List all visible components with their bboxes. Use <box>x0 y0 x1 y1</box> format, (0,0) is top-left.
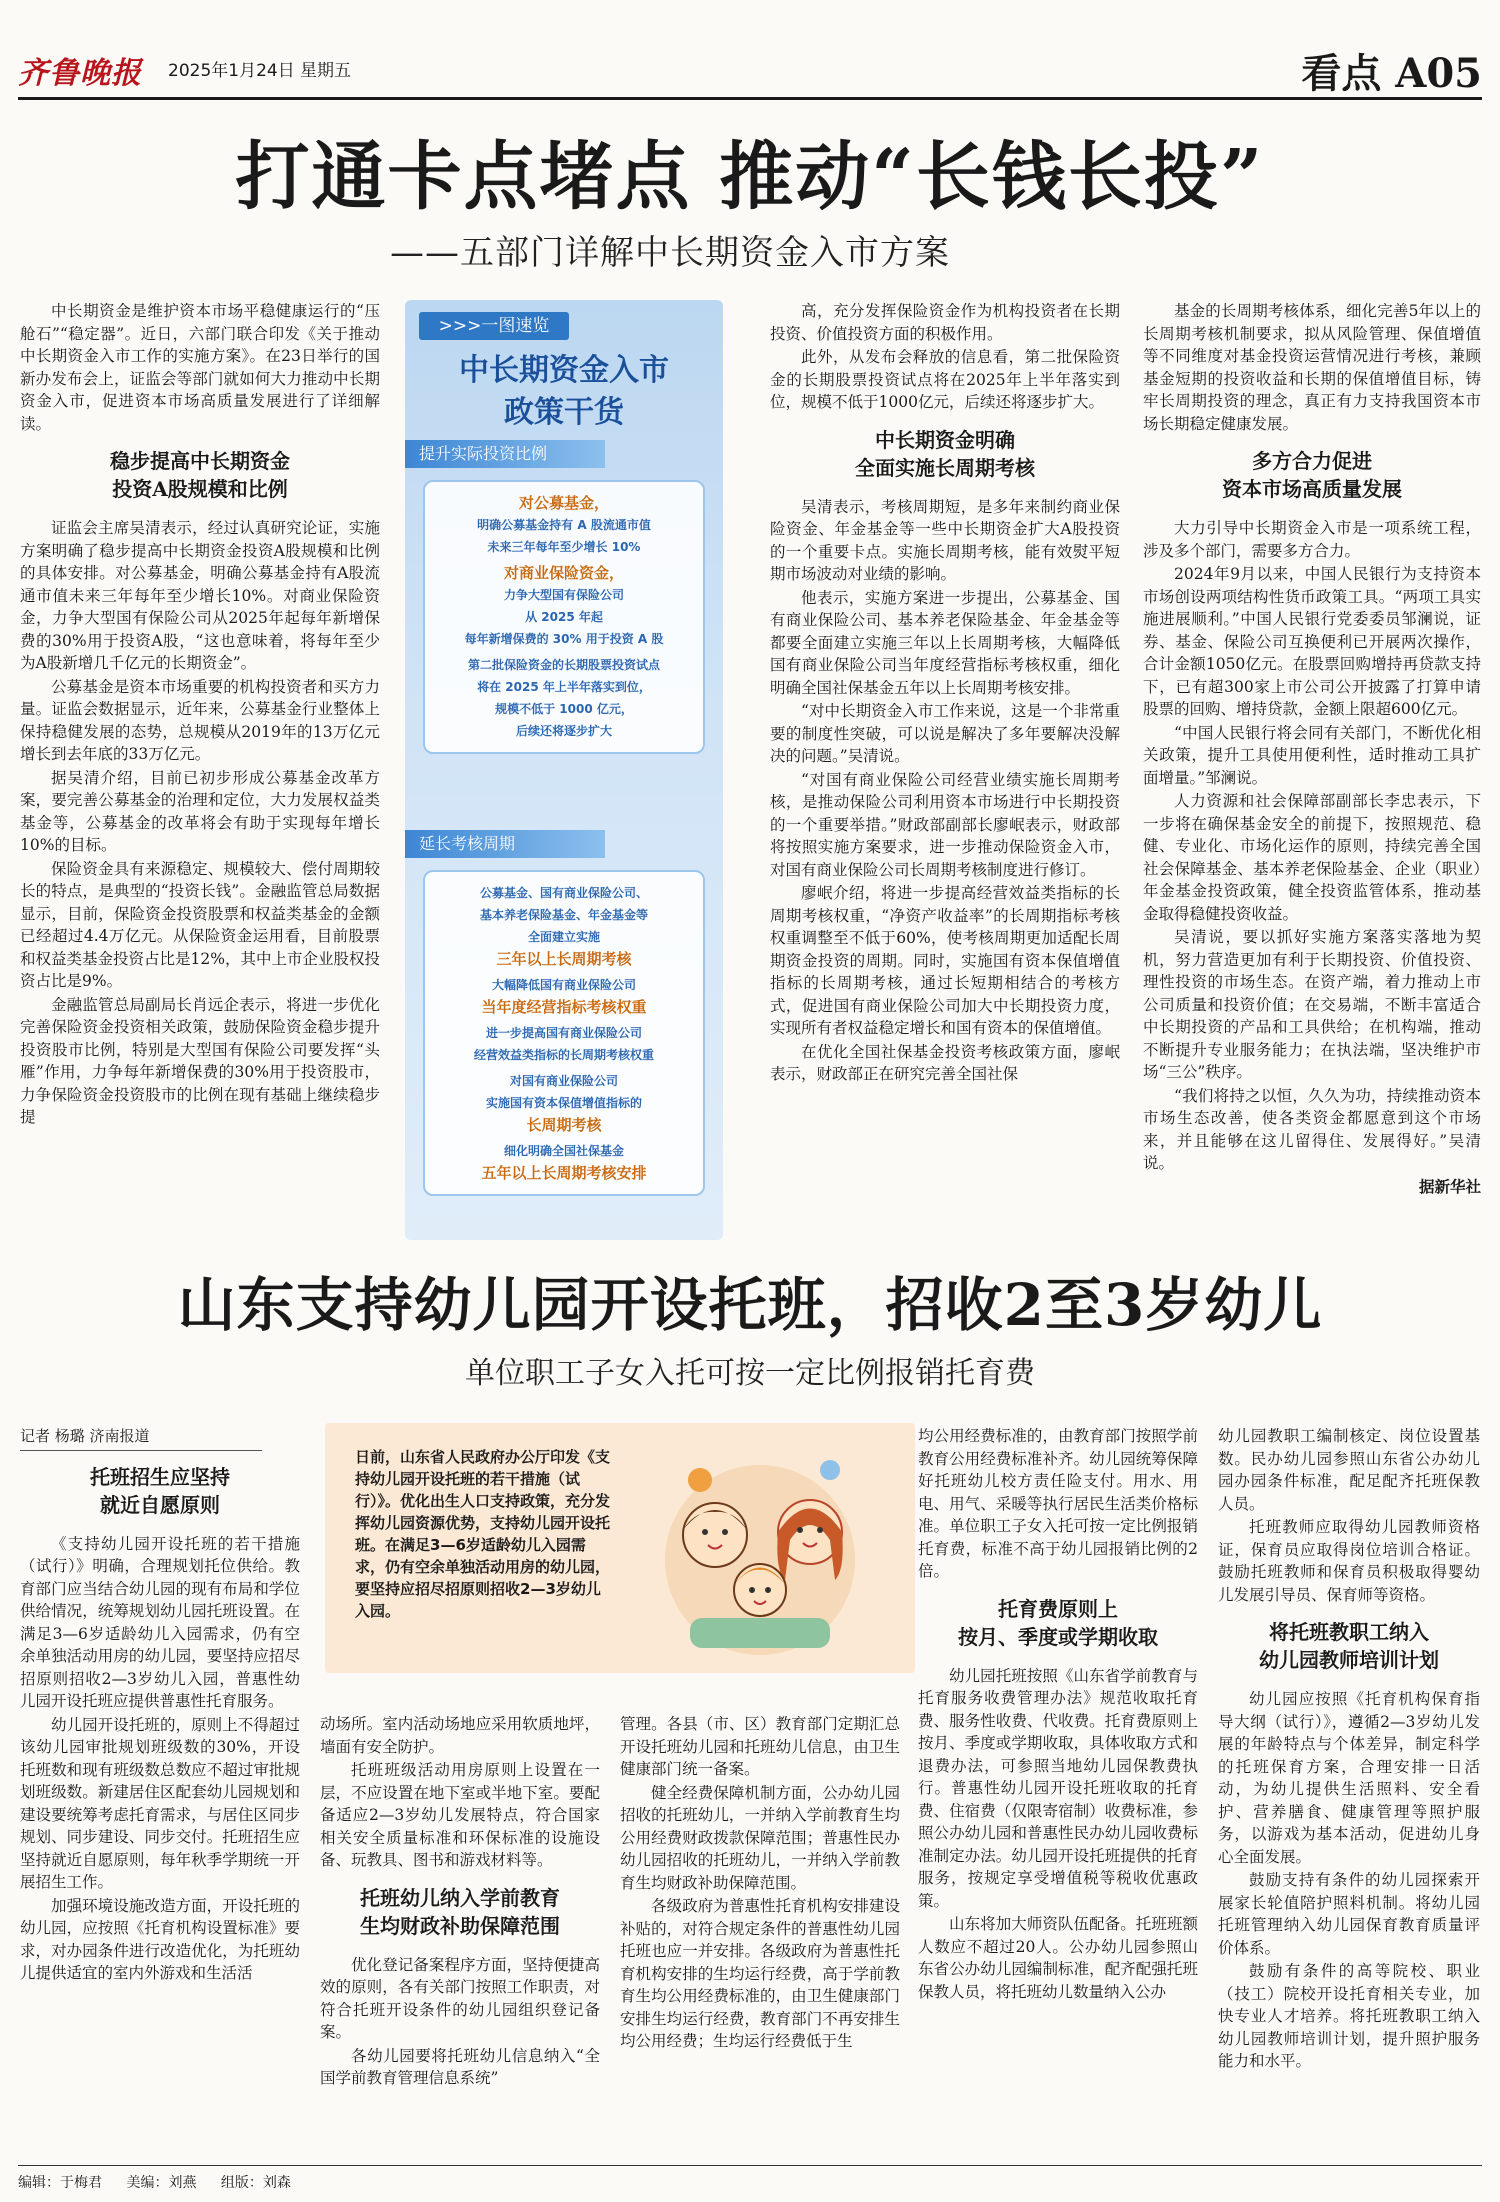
paragraph: “我们将持之以恒，久久为功，持续推动资本市场生态改善，使各类资金都愿意到这个市场来，并且能够在这儿留得住、发展得好。”吴清说。 <box>1143 1086 1481 1172</box>
infographic-line: 明确公募基金持有 A 股流通市值 <box>477 518 651 532</box>
story1-column-3 <box>770 300 1120 1087</box>
paragraph: 保险资金具有来源稳定、规模较大、偿付周期较长的特点，是典型的“投资长钱”。金融监管总局数据显示，目前，保险资金投资股票和权益类基金的金额已经超过4.4万亿元。从保险资金运用看，目前股票和权益类基金投资占比是12%，其中上市企业股权投资占比是9%。 <box>20 859 380 990</box>
infographic-line: 经营效益类指标的长周期考核权重 <box>473 1048 654 1062</box>
infographic-line: 大幅降低国有商业保险公司 <box>491 978 636 992</box>
newspaper-logo: 齐鲁晚报 <box>18 56 142 91</box>
paragraph: 2024年9月以来，中国人民银行为支持资本市场创设两项结构性货币政策工具。“两项工具实施进展顺利。”中国人民银行党委委员邹澜说，证券、基金、保险公司互换便利已开展两次操作，合计金额1050亿元。在股票回购增持再贷款支持下，已有超300家上市公司公开披露了打算申请股票的回购、增持贷款，金额上限超600亿元。 <box>1143 565 1481 718</box>
paragraph: 鼓励有条件的高等院校、职业（技工）院校开设托育相关专业，加快专业人才培养。将托班教职工纳入幼儿园教师培训计划，提升照护服务能力和水平。 <box>1218 1962 1480 2070</box>
infographic-line: 三年以上长周期考核 <box>496 950 632 968</box>
paragraph: 他表示，实施方案进一步提出，公募基金、国有商业保险公司、基本养老保险基金、年金基金等都要全面建立实施三年以上长周期考核，大幅降低国有商业保险公司当年度经营指标考核权重，细化明确全国社保基金五年以上长周期考核安排。 <box>770 588 1120 697</box>
story1-subheadline: ——五部门详解中长期资金入市方案 <box>390 233 950 273</box>
paragraph: 山东将加大师资队伍配备。托班班额人数应不超过20人。公办幼儿园参照山东省公办幼儿园编制标准，配齐配强托班保教人员，将托班幼儿数量纳入公办 <box>918 1915 1198 2001</box>
paragraph: 管理。各县（市、区）教育部门定期汇总开设托班幼儿园和托班幼儿信息，由卫生健康部门统一备案。 <box>620 1715 900 1778</box>
paragraph: 幼儿园开设托班的，原则上不得超过该幼儿园审批规划班级数的30%，开设托班数和现有班级数总数应不超过审批规划班级数。新建居住区配套幼儿园规划和建设要统筹考虑托育需求，与居住区同步规划、同步建设、同步交付。托班招生应坚持就近自愿原则，每年秋季学期统一开展招生工作。 <box>20 1715 300 1891</box>
paragraph: 鼓励支持有条件的幼儿园探索开展家长轮值陪护照料机制。将幼儿园托班管理纳入幼儿园保育教育质量评价体系。 <box>1218 1871 1480 1957</box>
infographic-line: 第二批保险资金的长期股票投资试点 <box>467 658 660 672</box>
paragraph: “中国人民银行将会同有关部门，不断优化相关政策，提升工具使用便利性，适时推动工具扩面增量。”邹澜说。 <box>1143 723 1481 787</box>
infographic-title-line: 政策干货 <box>504 395 624 430</box>
story1-headline: 打通卡点堵点 推动“长钱长投” <box>235 134 1265 220</box>
paragraph: 在优化全国社保基金投资考核政策方面，廖岷表示，财政部正在研究完善全国社保 <box>770 1042 1120 1083</box>
paragraph: 各级政府为普惠性托育机构安排建设补贴的，对符合规定条件的普惠性幼儿园托班也应一并安排。各级政府为普惠性托育机构安排的生均运行经费，高于学前教育生均公用经费标准的，由卫生健康部门安排生均运行经费，教育部门不再安排生均公用经费；生均运行经费低于生 <box>620 1897 900 2050</box>
story2-column-4 <box>918 1425 1198 2004</box>
paragraph: 加强环境设施改造方面，开设托班的幼儿园，应按照《托育机构设置标准》要求，对办园条件进行改造优化，为托班幼儿提供适宜的室内外游戏和生活活 <box>20 1896 300 1982</box>
byline: 记者 杨璐 济南报道 <box>20 1425 262 1451</box>
paragraph: 大力引导中长期资金入市是一项系统工程，涉及多个部门，需要多方合力。 <box>1143 519 1481 560</box>
story2-column-2 <box>320 1713 600 2091</box>
infographic-policy-summary <box>405 300 723 1240</box>
infographic-line: 每年新增保费的 30% 用于投资 A 股 <box>464 632 664 646</box>
infographic-title <box>405 350 723 434</box>
paragraph: 吴清表示，考核周期短，是多年来制约商业保险资金、年金基金等一些中长期资金扩大A股投资的一个重要卡点。实施长周期考核，能有效熨平短期市场波动对业绩的影响。 <box>770 497 1120 583</box>
infographic-line: 未来三年每年至少增长 10% <box>487 540 641 554</box>
section-subhead: 托班招生应坚持 就近自愿原则 <box>90 1464 230 1517</box>
masthead <box>18 40 1482 100</box>
paragraph: 基金的长周期考核体系，细化完善5年以上的长周期考核机制要求，拟从风险管理、保值增值等不同维度对基金投资运营情况进行考核，兼顾基金短期的投资收益和长期的保值增值目标，铸牢长周期投资的理念，真正有力支持我国资本市场长期稳定健康发展。 <box>1143 302 1481 433</box>
story1-column-4 <box>1143 300 1481 1198</box>
infographic-line: 规模不低于 1000 亿元， <box>495 702 633 716</box>
paragraph: 托班班级活动用房原则上设置在一层，不应设置在地下室或半地下室。要配备适应2—3岁幼儿发展特点，符合国家相关安全质量标准和环保标准的设施设备、玩教具、图书和游戏材料等。 <box>320 1761 600 1869</box>
infographic-line: 对公募基金， <box>518 494 609 512</box>
infographic-card-investment <box>423 480 705 754</box>
infographic-line: 后续还将逐步扩大 <box>515 724 612 738</box>
infographic-line: 将在 2025 年上半年落实到位， <box>477 680 651 694</box>
paragraph: 健全经费保障机制方面，公办幼儿园招收的托班幼儿，一并纳入学前教育生均公用经费财政拨款保障范围；普惠性民办幼儿园招收的托班幼儿，一并纳入学前教育生均财政补助保障范围。 <box>620 1783 900 1892</box>
infographic-band-investment: 提升实际投资比例 <box>405 440 605 468</box>
infographic-card-assessment <box>423 870 705 1196</box>
infographic-line: 基本养老保险基金、年金基金等 <box>479 908 648 922</box>
infographic-line: 公募基金、国有商业保险公司、 <box>479 886 648 900</box>
story2-column-3 <box>620 1713 900 2054</box>
paragraph: 吴清说，要以抓好实施方案落实落地为契机，努力营造更加有利于长期投资、价值投资、理性投资的市场生态。在资产端，着力推动上市公司质量和投资价值；在交易端，不断丰富适合中长期投资的产品和工具供给；在机构端，推动不断提升专业服务能力；在执法端，坚决维护市场“三公”秩序。 <box>1143 928 1481 1081</box>
paragraph: “对国有商业保险公司经营业绩实施长周期考核，是推动保险公司利用资本市场进行中长期投资的一个重要举措。”财政部副部长廖岷表示，财政部将按照实施方案要求，进一步推动保险资金入市，对国有商业保险公司长周期考核制度进行修订。 <box>770 770 1120 879</box>
paragraph: 均公用经费标准的，由教育部门按照学前教育公用经费标准补齐。幼儿园统筹保障好托班幼儿校方责任险支付。用水、用电、用气、采暖等执行居民生活类价格标准。单位职工子女入托可按一定比例报销托育费，标准不高于幼儿园报销比例的2倍。 <box>918 1427 1198 1580</box>
infographic-line: 对国有商业保险公司 <box>509 1074 618 1088</box>
paragraph: 廖岷介绍，将进一步提高经营效益类指标的长周期考核权重，“净资产收益率”的长周期指标考核权重调整至不低于60%，使考核周期更加适配长周期资金投资的周期。同时，实施国有资本保值增值指标的长周期考核，通过长短期相结合的考核方式，促进国有商业保险公司加大中长期投资力度，实现所有者权益稳定增长和国有资本的保值增值。 <box>770 884 1120 1037</box>
section-subhead: 托育费原则上 按月、季度或学期收取 <box>958 1596 1158 1649</box>
section-subhead: 中长期资金明确 全面实施长周期考核 <box>855 427 1035 480</box>
paragraph: 金融监管总局副局长肖远企表示，将进一步优化完善保险资金投资相关政策，鼓励保险资金稳步提升投资股市比例，特别是大型国有保险公司要发挥“头雁”作用，力争每年新增保费的30%用于投资股市，力争保险资金投资股市的比例在现有基础上继续稳步提 <box>20 995 380 1126</box>
paragraph: 此外，从发布会释放的信息看，第二批保险资金的长期股票投资试点将在2025年上半年落实到位，规模不低于1000亿元，后续还将逐步扩大。 <box>770 348 1120 411</box>
news-source: 据新华社 <box>1418 1177 1481 1196</box>
paragraph: 证监会主席吴清表示，经过认真研究论证，实施方案明确了稳步提高中长期资金投资A股规模和比例的具体安排。对公募基金，明确公募基金持有A股流通市值未来三年每年至少增长10%。对商业保险资金，力争大型国有保险公司从2025年起每年新增保费的30%用于投资A股，“这也意味着，将每年至少为A股新增几千亿元的长期资金”。 <box>20 519 380 672</box>
infographic-band-assessment: 延长考核周期 <box>405 830 605 858</box>
infographic-line: 当年度经营指标考核权重 <box>481 998 647 1016</box>
section-subhead: 将托班教职工纳入 幼儿园教师培训计划 <box>1259 1620 1439 1672</box>
paragraph: 动场所。室内活动场地应采用软质地坪，墙面有安全防护。 <box>320 1715 600 1756</box>
section-subhead: 多方合力促进 资本市场高质量发展 <box>1222 449 1402 501</box>
family-illustration-icon <box>620 1440 900 1660</box>
paragraph: 中长期资金是维护资本市场平稳健康运行的“压舱石”“稳定器”。近日，六部门联合印发《关于推动中长期资金入市工作的实施方案》。在23日举行的国新办发布会上，证监会等部门就如何大力推动中长期资金入市，促进资本市场高质量发展进行了详细解读。 <box>20 302 380 433</box>
section-subhead: 稳步提高中长期资金 投资A股规模和比例 <box>110 449 290 501</box>
paragraph: 人力资源和社会保障部副部长李忠表示，下一步将在确保基金安全的前提下，按照规范、稳健、专业化、市场化运作的原则，持续完善全国社会保障基金、基本养老保险基金、企业（职业）年金基金投资政策，健全投资监管体系，推动基金取得稳健投资收益。 <box>1143 792 1481 923</box>
section-subhead: 托班幼儿纳入学前教育 生均财政补助保障范围 <box>360 1885 560 1938</box>
paragraph: “对中长期资金入市工作来说，这是一个非常重要的制度性突破，可以说是解决了多年要解决没解决的问题。”吴清说。 <box>770 702 1120 765</box>
infographic-line: 进一步提高国有商业保险公司 <box>485 1026 642 1040</box>
issue-weekday: 星期五 <box>300 61 351 81</box>
paragraph: 据吴清介绍，目前已初步形成公募基金改革方案，要完善公募基金的治理和定位，大力发展权益类基金等，公募基金的改革将会有助于实现每年增长10%的目标。 <box>20 768 380 854</box>
paragraph: 幼儿园教职工编制核定、岗位设置基数。民办幼儿园参照山东省公办幼儿园办园条件标准，配足配齐托班保教人员。 <box>1218 1427 1480 1513</box>
paragraph: 托班教师应取得幼儿园教师资格证，保育员应取得岗位培训合格证。鼓励托班教师和保育员积极取得婴幼儿发展引导员、保育师等资格。 <box>1218 1518 1480 1604</box>
story1-column-1 <box>20 300 380 1130</box>
paragraph: 幼儿园托班按照《山东省学前教育与托育服务收费管理办法》规范收取托育费、服务性收费、代收费。托育费原则上按月、季度或学期收取，具体收取方式和退费办法，可参照当地幼儿园保教费执行。普惠性幼儿园开设托班收取的托育费、住宿费（仅限寄宿制）收费标准，参照公办幼儿园和普惠性民办幼儿园收费标准制定办法。幼儿园开设托班提供的托育服务，按规定享受增值税等税收优惠政策。 <box>918 1666 1198 1910</box>
footer-designer: 美编：刘燕 <box>126 2175 197 2191</box>
footer-editor: 编辑：于梅君 <box>18 2175 102 2191</box>
story2-lead: 日前，山东省人民政府办公厅印发《支持幼儿园开设托班的若干措施（试行）》。优化出生人口支持政策，充分发挥幼儿园资源优势，支持幼儿园开设托班。在满足3—6岁适龄幼儿入园需求，仍有空余单独活动用房的幼儿园，要坚持应招尽招原则招收2—3岁幼儿入园。 <box>355 1448 611 1620</box>
story2-headline: 山东支持幼儿园开设托班，招收2至3岁幼儿 <box>177 1271 1323 1339</box>
infographic-title-line: 中长期资金入市 <box>459 353 669 388</box>
story2-subheadline: 单位职工子女入托可按一定比例报销托育费 <box>465 1356 1035 1391</box>
paragraph: 幼儿园应按照《托育机构保育指导大纲（试行）》，遵循2—3岁幼儿发展的年龄特点与个体差异，制定科学的托班保育方案，合理安排一日活动，为幼儿提供生活照料、安全看护、营养膳食、健康管理等照护服务，以游戏为基本活动，促进幼儿身心全面发展。 <box>1218 1690 1480 1866</box>
paragraph: 优化登记备案程序方面，坚持便捷高效的原则，各有关部门按照工作职责，对符合托班开设条件的幼儿园组织登记备案。 <box>320 1955 600 2041</box>
infographic-line: 长周期考核 <box>526 1116 602 1134</box>
infographic-line: 实施国有资本保值增值指标的 <box>485 1096 642 1110</box>
infographic-line: 五年以上长周期考核安排 <box>481 1164 647 1182</box>
story2-column-5 <box>1218 1425 1480 2074</box>
paragraph: 各幼儿园要将托班幼儿信息纳入“全国学前教育管理信息系统” <box>320 2046 600 2087</box>
infographic-line: 对商业保险资金， <box>503 564 624 582</box>
section-page-label: 看点 A05 <box>1301 50 1482 97</box>
paragraph: 公募基金是资本市场重要的机构投资者和买方力量。证监会数据显示，近年来，公募基金行业整体上保持稳健发展的态势，总规模从2019年的13万亿元增长到去年底的33万亿元。 <box>20 677 380 763</box>
issue-date: 2025年1月24日 <box>168 61 295 81</box>
infographic-line: 全面建立实施 <box>527 930 600 944</box>
footer-proof: 组版：刘森 <box>220 2175 291 2191</box>
infographic-tag: >>>一图速览 <box>419 312 569 340</box>
story2-column-1 <box>20 1425 300 1986</box>
page-footer <box>18 2165 1482 2192</box>
infographic-line: 力争大型国有保险公司 <box>503 588 624 602</box>
paragraph: 高，充分发挥保险资金作为机构投资者在长期投资、价值投资方面的积极作用。 <box>770 302 1120 343</box>
infographic-line: 细化明确全国社保基金 <box>503 1144 624 1158</box>
paragraph: 《支持幼儿园开设托班的若干措施（试行）》明确，合理规划托位供给。教育部门应当结合幼儿园的现有布局和学位供给情况，统筹规划幼儿园托班设置。在满足3—6岁适龄幼儿入园需求，仍有空余单独活动用房的幼儿园，要坚持应招尽招原则招收2—3岁幼儿入园，普惠性幼儿园开设托班应提供普惠性托育服务。 <box>20 1534 300 1710</box>
infographic-line: 从 2025 年起 <box>525 610 603 624</box>
